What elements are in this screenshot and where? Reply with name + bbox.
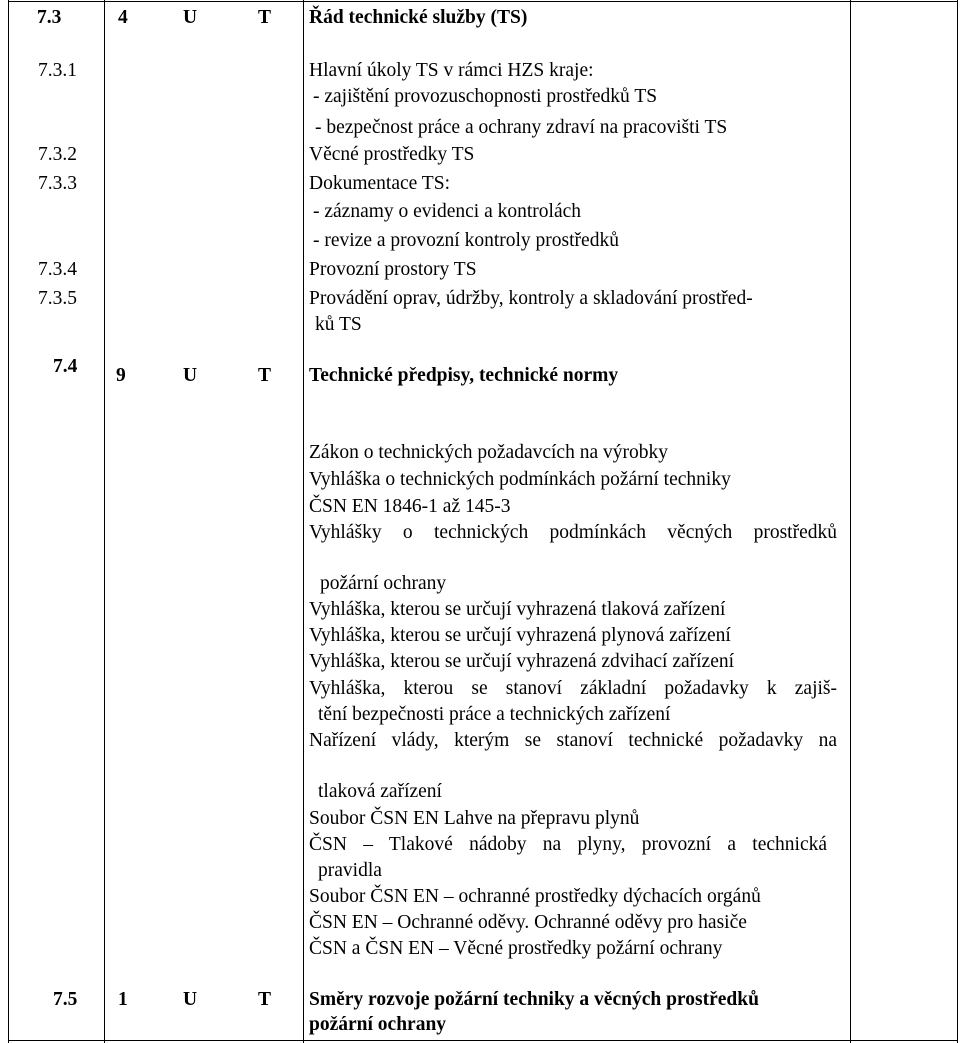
table-bottom-border — [8, 1040, 958, 1041]
column-divider — [850, 0, 851, 1043]
section-hours: 9 — [116, 365, 126, 386]
subsection-item: - bezpečnost práce a ochrany zdraví na pracovišti TS — [315, 117, 728, 138]
regulation-item: pravidla — [318, 860, 382, 881]
column-divider — [104, 0, 105, 1043]
table-top-border — [8, 1, 958, 2]
section-col-t: T — [258, 989, 272, 1010]
regulation-item: ČSN EN 1846-1 až 145-3 — [309, 496, 511, 517]
table-right-border — [957, 0, 958, 1043]
subsection-text: ků TS — [315, 314, 362, 335]
regulation-item: požární ochrany — [320, 573, 447, 594]
section-number: 7.5 — [53, 989, 78, 1010]
subsection-text: Provádění oprav, údržby, kontroly a skladování prostřed- — [309, 288, 753, 309]
subsection-number: 7.3.5 — [38, 288, 77, 309]
section-hours: 1 — [118, 989, 128, 1010]
regulation-item: ČSN – Tlakové nádoby na plyny, provozní a technická — [309, 834, 827, 855]
section-hours: 4 — [118, 7, 128, 28]
regulation-item: tlaková zařízení — [318, 781, 442, 802]
section-title: Řád technické služby (TS) — [309, 7, 528, 28]
section-col-t: T — [258, 7, 272, 28]
subsection-text: Hlavní úkoly TS v rámci HZS kraje: — [309, 60, 594, 81]
regulation-item: Nařízení vlády, kterým se stanoví technické požadavky na — [309, 730, 837, 751]
table-left-border — [8, 0, 9, 1043]
section-title: požární ochrany — [309, 1014, 447, 1035]
regulation-item: Zákon o technických požadavcích na výrobky — [309, 442, 668, 463]
regulation-item: ČSN a ČSN EN – Věcné prostředky požární ochrany — [309, 938, 723, 959]
section-col-u: U — [183, 989, 198, 1010]
subsection-item: - zajištění provozuschopnosti prostředků TS — [313, 86, 658, 107]
subsection-item: - záznamy o evidenci a kontrolách — [313, 201, 582, 222]
section-title: Směry rozvoje požární techniky a věcných prostředků — [309, 989, 759, 1010]
section-col-t: T — [258, 365, 272, 386]
subsection-text: Dokumentace TS: — [309, 173, 450, 194]
regulation-item: tění bezpečnosti práce a technických zařízení — [318, 704, 671, 725]
section-number: 7.4 — [53, 356, 78, 377]
regulation-item: Vyhláška, kterou se stanoví základní požadavky k zajiš- — [309, 678, 837, 699]
section-title: Technické předpisy, technické normy — [309, 365, 619, 386]
subsection-number: 7.3.1 — [38, 60, 77, 81]
regulation-item: Soubor ČSN EN Lahve na přepravu plynů — [309, 808, 640, 829]
regulation-item: Vyhláška, kterou se určují vyhrazená tlaková zařízení — [309, 599, 726, 620]
section-number: 7.3 — [37, 7, 62, 28]
subsection-text: Věcné prostředky TS — [309, 144, 475, 165]
regulation-item: Vyhláška, kterou se určují vyhrazená zdvihací zařízení — [309, 651, 735, 672]
subsection-number: 7.3.4 — [38, 259, 77, 280]
regulation-item: Vyhláška o technických podmínkách požární techniky — [309, 469, 731, 490]
column-divider — [303, 0, 304, 1043]
section-col-u: U — [183, 365, 198, 386]
subsection-number: 7.3.2 — [38, 144, 77, 165]
subsection-number: 7.3.3 — [38, 173, 77, 194]
regulation-item: ČSN EN – Ochranné oděvy. Ochranné oděvy pro hasiče — [309, 912, 747, 933]
subsection-text: Provozní prostory TS — [309, 259, 477, 280]
subsection-item: - revize a provozní kontroly prostředků — [313, 230, 619, 251]
regulation-item: Vyhlášky o technických podmínkách věcných prostředků — [309, 522, 837, 543]
regulation-item: Soubor ČSN EN – ochranné prostředky dýchacích orgánů — [309, 886, 761, 907]
section-col-u: U — [183, 7, 198, 28]
regulation-item: Vyhláška, kterou se určují vyhrazená plynová zařízení — [309, 625, 731, 646]
